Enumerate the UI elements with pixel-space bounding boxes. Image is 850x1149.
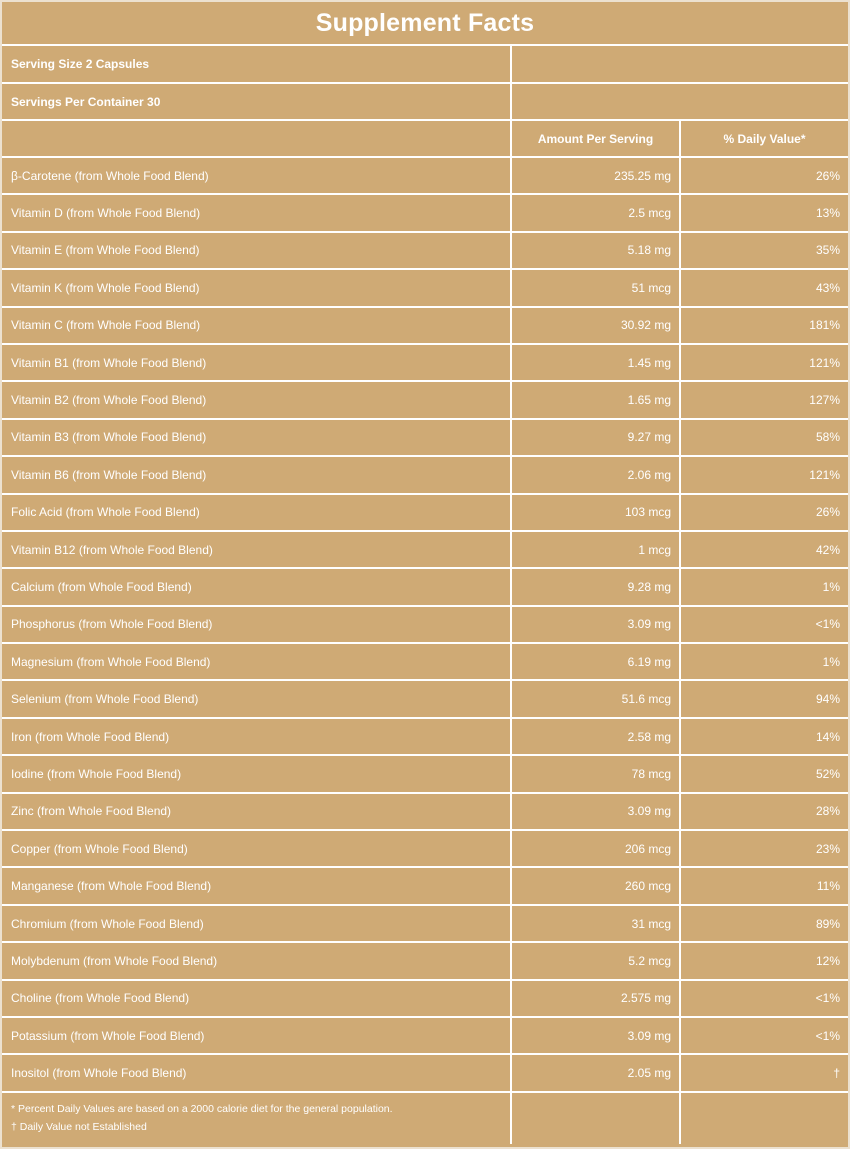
nutrient-name: Phosphorus (from Whole Food Blend)	[2, 606, 511, 643]
nutrient-daily-value: 13%	[680, 194, 848, 231]
nutrient-daily-value: 121%	[680, 344, 848, 381]
nutrient-amount: 78 mcg	[511, 755, 680, 792]
nutrient-row	[2, 531, 848, 568]
nutrient-amount: 5.2 mcg	[511, 942, 680, 979]
serving-size-row	[2, 46, 848, 83]
nutrient-daily-value: 181%	[680, 307, 848, 344]
nutrient-daily-value: 52%	[680, 755, 848, 792]
nutrient-amount: 51 mcg	[511, 269, 680, 306]
nutrient-row	[2, 157, 848, 194]
nutrient-row	[2, 494, 848, 531]
nutrient-row	[2, 830, 848, 867]
nutrient-amount: 206 mcg	[511, 830, 680, 867]
servings-per-container-row	[2, 83, 848, 120]
nutrient-daily-value: 43%	[680, 269, 848, 306]
servings-empty-cell	[511, 83, 848, 120]
nutrient-amount: 9.28 mg	[511, 568, 680, 605]
nutrient-name: Vitamin B3 (from Whole Food Blend)	[2, 419, 511, 456]
nutrient-amount: 3.09 mg	[511, 606, 680, 643]
nutrient-daily-value: 89%	[680, 905, 848, 942]
servings-per-container: Servings Per Container 30	[2, 83, 511, 120]
nutrient-daily-value: 14%	[680, 718, 848, 755]
nutrient-name: Molybdenum (from Whole Food Blend)	[2, 942, 511, 979]
nutrient-daily-value: <1%	[680, 606, 848, 643]
nutrient-row	[2, 793, 848, 830]
nutrient-row	[2, 419, 848, 456]
nutrient-name: Vitamin C (from Whole Food Blend)	[2, 307, 511, 344]
panel-title: Supplement Facts	[2, 2, 848, 46]
nutrient-name: Potassium (from Whole Food Blend)	[2, 1017, 511, 1054]
footnote-empty-cell	[680, 1092, 848, 1144]
nutrient-daily-value: 12%	[680, 942, 848, 979]
nutrient-name: Vitamin B2 (from Whole Food Blend)	[2, 381, 511, 418]
header-daily-value: % Daily Value*	[680, 120, 848, 157]
footnote-percent-daily-values: * Percent Daily Values are based on a 2000 calorie diet for the general population.	[11, 1103, 393, 1116]
nutrient-amount: 103 mcg	[511, 494, 680, 531]
nutrient-row	[2, 307, 848, 344]
nutrient-amount: 235.25 mg	[511, 157, 680, 194]
nutrient-row	[2, 568, 848, 605]
nutrient-amount: 9.27 mg	[511, 419, 680, 456]
nutrient-daily-value: 1%	[680, 643, 848, 680]
header-empty-cell	[2, 120, 511, 157]
nutrient-row	[2, 456, 848, 493]
nutrient-daily-value: 121%	[680, 456, 848, 493]
nutrient-daily-value: 26%	[680, 157, 848, 194]
nutrient-name: Inositol (from Whole Food Blend)	[2, 1054, 511, 1091]
nutrient-daily-value: 1%	[680, 568, 848, 605]
nutrient-amount: 2.06 mg	[511, 456, 680, 493]
nutrient-name: Iron (from Whole Food Blend)	[2, 718, 511, 755]
nutrient-name: Zinc (from Whole Food Blend)	[2, 793, 511, 830]
nutrient-name: Chromium (from Whole Food Blend)	[2, 905, 511, 942]
nutrient-row	[2, 718, 848, 755]
nutrient-daily-value: 35%	[680, 232, 848, 269]
nutrient-amount: 31 mcg	[511, 905, 680, 942]
nutrient-amount: 260 mcg	[511, 867, 680, 904]
nutrient-amount: 1.45 mg	[511, 344, 680, 381]
serving-size-empty-cell	[511, 46, 848, 83]
header-amount-per-serving: Amount Per Serving	[511, 120, 680, 157]
nutrient-name: Vitamin D (from Whole Food Blend)	[2, 194, 511, 231]
nutrient-row	[2, 680, 848, 717]
nutrient-row	[2, 269, 848, 306]
nutrient-row	[2, 606, 848, 643]
nutrient-name: Vitamin E (from Whole Food Blend)	[2, 232, 511, 269]
nutrient-amount: 2.58 mg	[511, 718, 680, 755]
nutrient-daily-value: 127%	[680, 381, 848, 418]
footnotes	[2, 1092, 511, 1144]
nutrient-row	[2, 867, 848, 904]
nutrient-row	[2, 232, 848, 269]
nutrient-name: Magnesium (from Whole Food Blend)	[2, 643, 511, 680]
nutrient-name: Vitamin K (from Whole Food Blend)	[2, 269, 511, 306]
nutrient-daily-value: <1%	[680, 980, 848, 1017]
nutrient-daily-value: 23%	[680, 830, 848, 867]
nutrient-name: Iodine (from Whole Food Blend)	[2, 755, 511, 792]
nutrient-row	[2, 755, 848, 792]
nutrient-name: Vitamin B1 (from Whole Food Blend)	[2, 344, 511, 381]
nutrient-row	[2, 942, 848, 979]
nutrient-name: Vitamin B12 (from Whole Food Blend)	[2, 531, 511, 568]
nutrient-amount: 1 mcg	[511, 531, 680, 568]
nutrient-row	[2, 194, 848, 231]
nutrient-amount: 6.19 mg	[511, 643, 680, 680]
nutrient-name: Choline (from Whole Food Blend)	[2, 980, 511, 1017]
nutrient-amount: 30.92 mg	[511, 307, 680, 344]
footnote-row	[2, 1092, 848, 1144]
nutrient-amount: 2.5 mcg	[511, 194, 680, 231]
nutrient-amount: 51.6 mcg	[511, 680, 680, 717]
nutrient-daily-value: 28%	[680, 793, 848, 830]
nutrient-name: Folic Acid (from Whole Food Blend)	[2, 494, 511, 531]
nutrient-name: β-Carotene (from Whole Food Blend)	[2, 157, 511, 194]
nutrient-name: Calcium (from Whole Food Blend)	[2, 568, 511, 605]
footnote-empty-cell	[511, 1092, 680, 1144]
nutrient-name: Manganese (from Whole Food Blend)	[2, 867, 511, 904]
nutrient-row	[2, 1054, 848, 1091]
nutrient-daily-value: 11%	[680, 867, 848, 904]
nutrient-name: Copper (from Whole Food Blend)	[2, 830, 511, 867]
nutrient-amount: 2.05 mg	[511, 1054, 680, 1091]
facts-table	[2, 46, 848, 1144]
nutrient-daily-value: 58%	[680, 419, 848, 456]
nutrient-daily-value: †	[680, 1054, 848, 1091]
nutrient-amount: 1.65 mg	[511, 381, 680, 418]
nutrient-amount: 3.09 mg	[511, 793, 680, 830]
nutrient-daily-value: <1%	[680, 1017, 848, 1054]
nutrient-amount: 2.575 mg	[511, 980, 680, 1017]
nutrient-name: Selenium (from Whole Food Blend)	[2, 680, 511, 717]
nutrient-row	[2, 1017, 848, 1054]
nutrient-row	[2, 381, 848, 418]
nutrient-amount: 3.09 mg	[511, 1017, 680, 1054]
nutrient-amount: 5.18 mg	[511, 232, 680, 269]
nutrient-name: Vitamin B6 (from Whole Food Blend)	[2, 456, 511, 493]
footnote-dagger: † Daily Value not Established	[11, 1121, 147, 1134]
nutrient-row	[2, 980, 848, 1017]
serving-size: Serving Size 2 Capsules	[2, 46, 511, 83]
nutrient-daily-value: 42%	[680, 531, 848, 568]
nutrient-row	[2, 905, 848, 942]
facts-table-body	[2, 46, 848, 1144]
nutrient-row	[2, 643, 848, 680]
nutrient-daily-value: 94%	[680, 680, 848, 717]
column-header-row	[2, 120, 848, 157]
nutrient-daily-value: 26%	[680, 494, 848, 531]
nutrient-row	[2, 344, 848, 381]
